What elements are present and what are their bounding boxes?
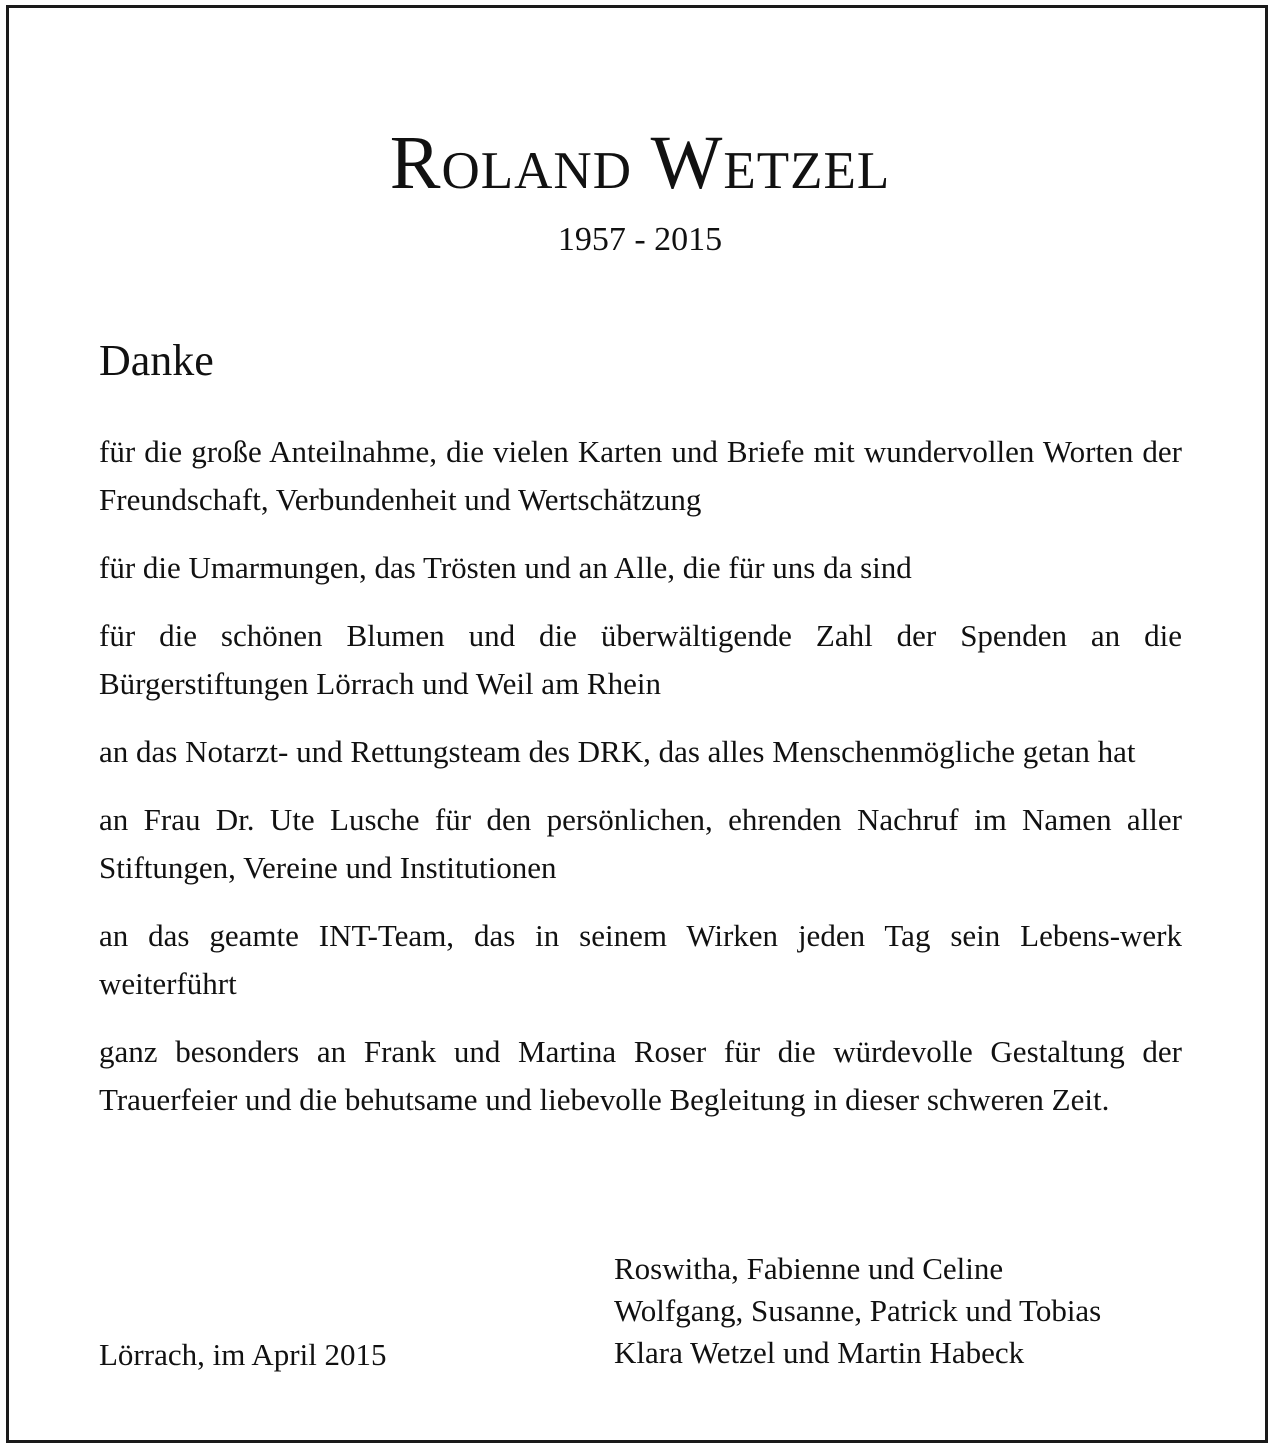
life-dates: 1957 - 2015	[557, 221, 723, 258]
thanks-paragraph: ganz besonders an Frank und Martina Roser für die würdevolle Gestaltung der Trauerfeier und die behutsame und liebevolle Begleitung in dieser schweren Zeit.	[99, 1034, 1182, 1117]
signature-line: Wolfgang, Susanne, Patrick und Tobias	[614, 1293, 1102, 1328]
signature-block	[614, 1248, 1234, 1374]
signature-line: Klara Wetzel und Martin Habeck	[614, 1335, 1025, 1370]
deceased-name: Roland Wetzel	[389, 121, 891, 205]
signature-line: Roswitha, Fabienne und Celine	[614, 1251, 1004, 1286]
thanks-paragraphs	[99, 428, 1182, 1144]
thanks-paragraph: an Frau Dr. Ute Lusche für den persönlichen, ehrenden Nachruf im Namen aller Stiftungen, Vereine und Institutionen	[99, 802, 1182, 885]
thanks-heading: Danke	[99, 336, 214, 385]
place-date: Lörrach, im April 2015	[99, 1337, 387, 1372]
thanks-paragraph: für die Umarmungen, das Trösten und an Alle, die für uns da sind	[99, 550, 912, 585]
thanks-paragraph: für die schönen Blumen und die überwältigende Zahl der Spenden an die Bürgerstiftungen Lörrach und Weil am Rhein	[99, 618, 1182, 701]
thanks-paragraph: an das geamte INT-Team, das in seinem Wirken jeden Tag sein Lebens-werk weiterführt	[99, 918, 1182, 1001]
thanks-paragraph: an das Notarzt- und Rettungsteam des DRK, das alles Menschenmögliche getan hat	[99, 734, 1136, 769]
thanks-paragraph: für die große Anteilnahme, die vielen Karten und Briefe mit wundervollen Worten der Freundschaft, Verbundenheit und Wertschätzung	[99, 434, 1182, 517]
